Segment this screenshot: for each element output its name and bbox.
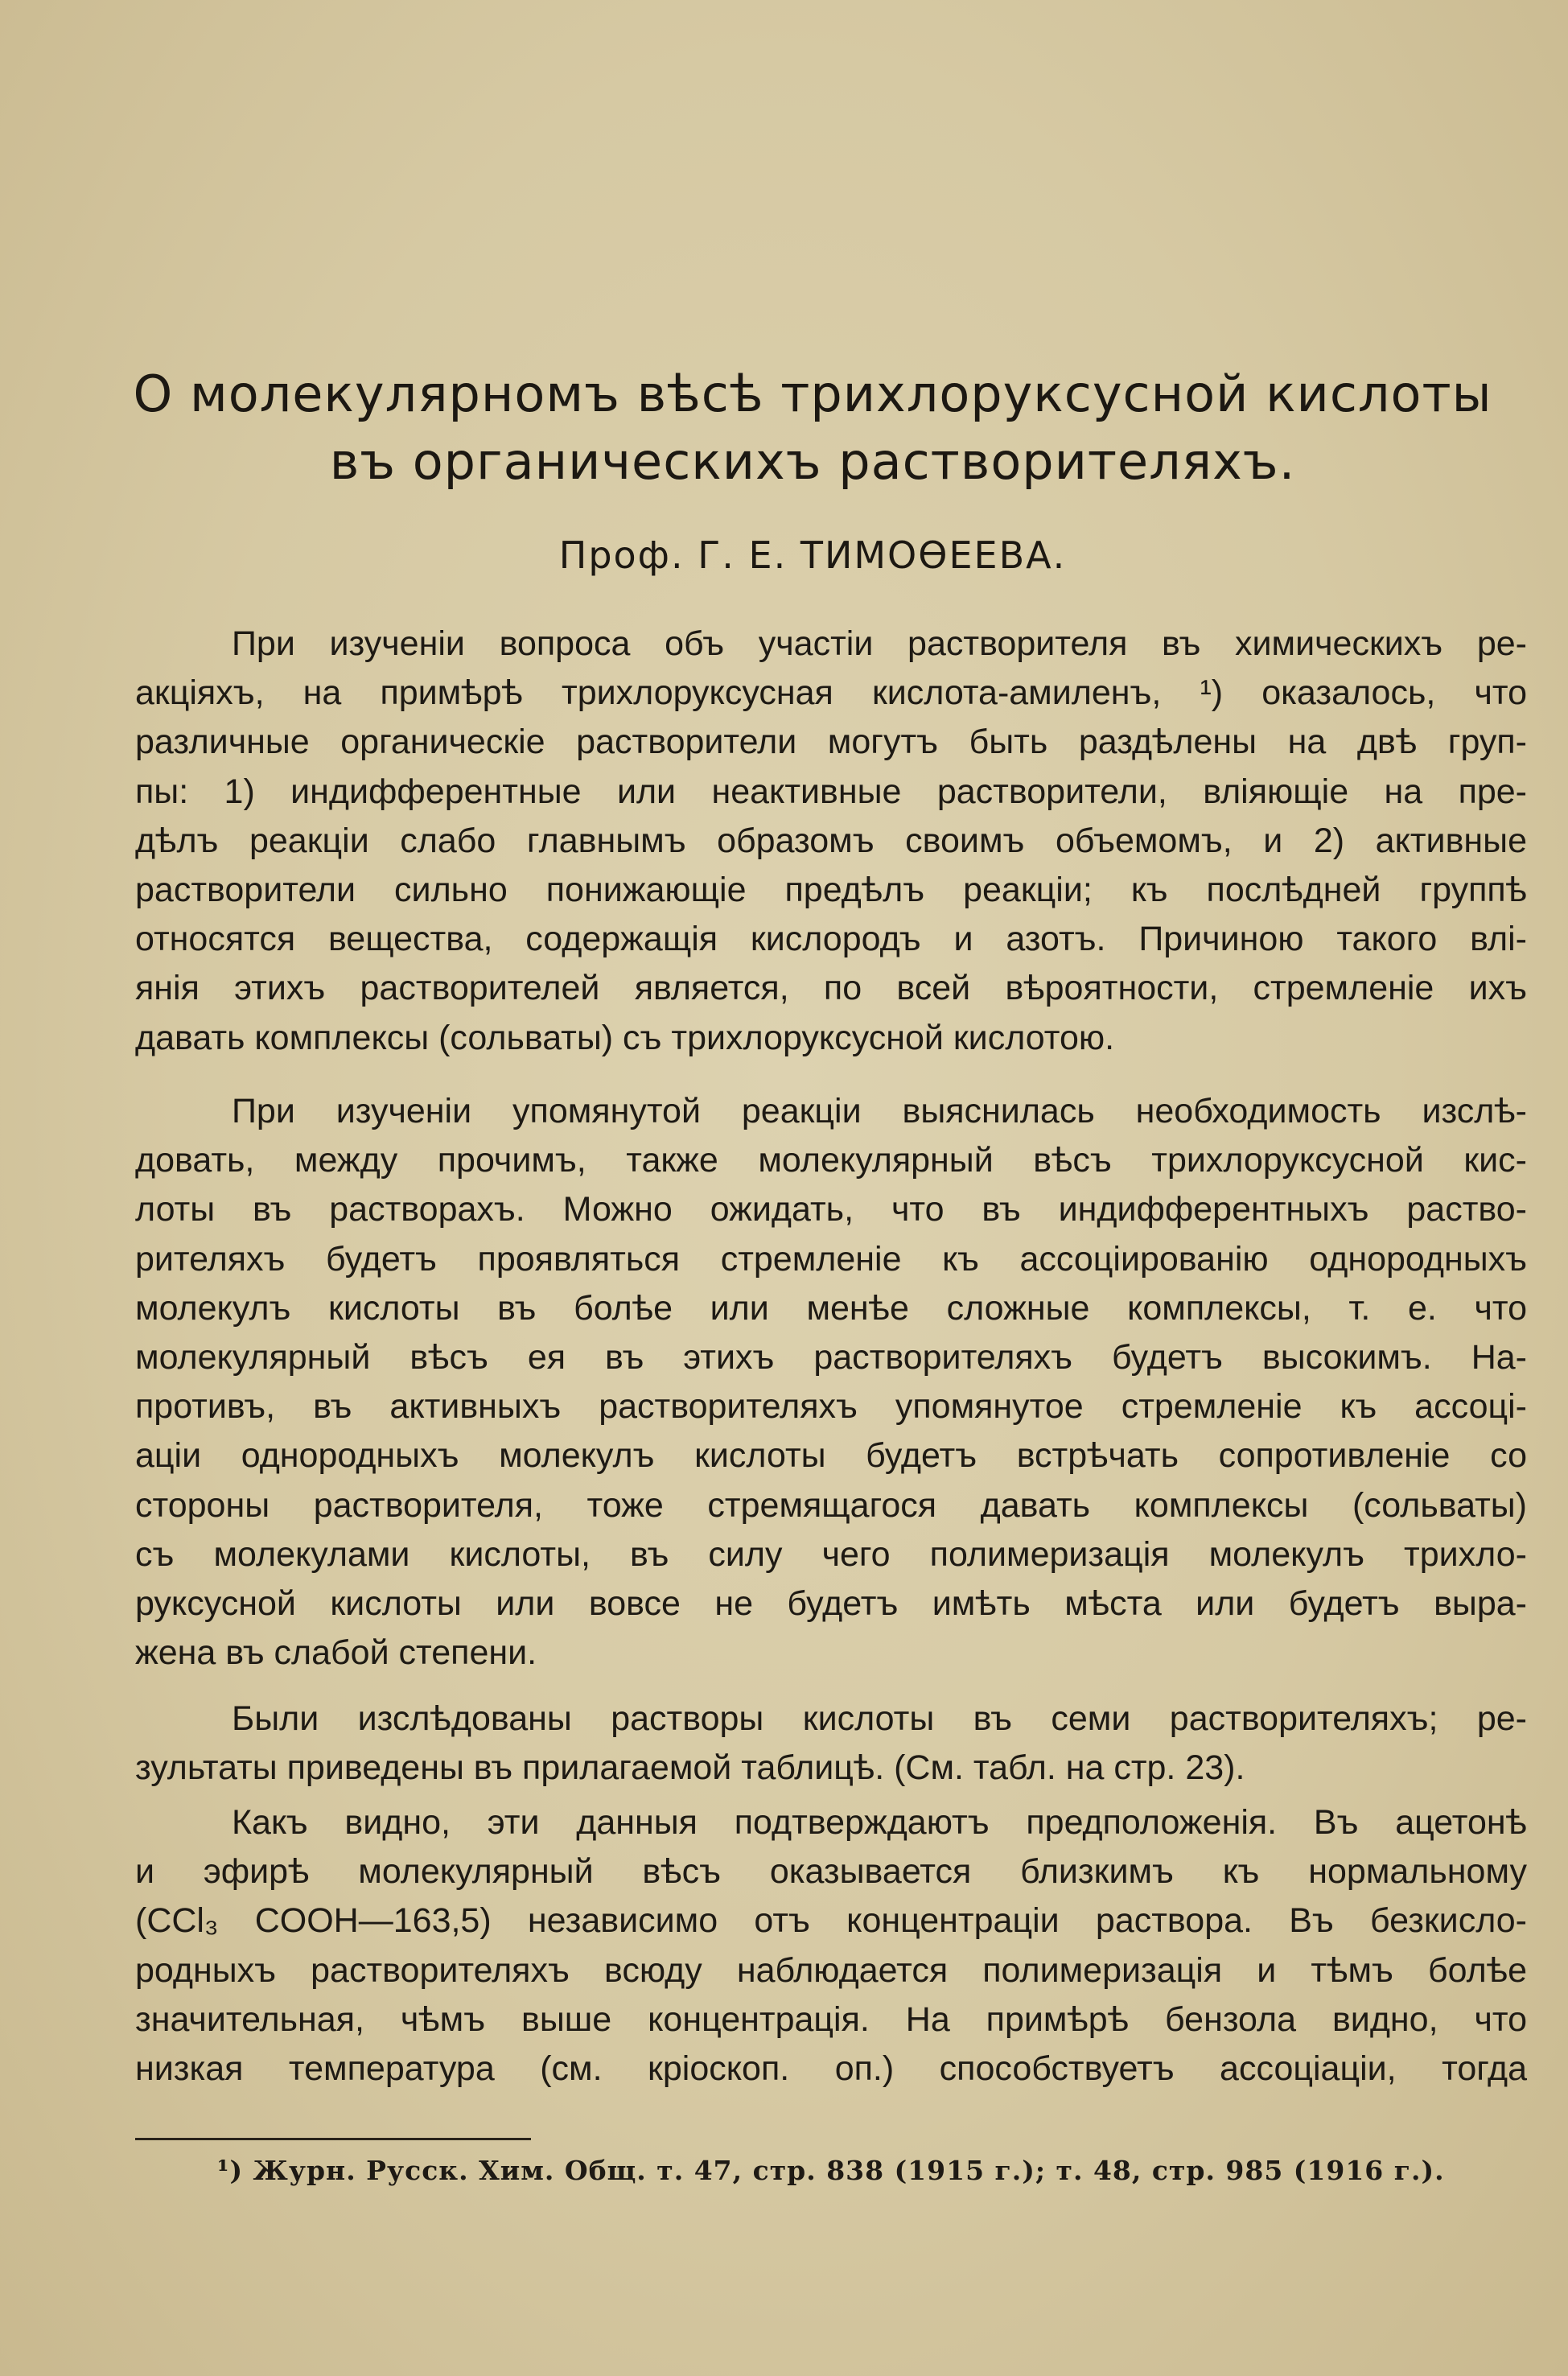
paragraph-4: [135, 1798, 1527, 2094]
text-line: лоты въ растворахъ. Можно ожидать, что въ индифферентныхъ раство-: [135, 1190, 1527, 1229]
paragraph-1: [135, 620, 1527, 1063]
paragraph-3: [135, 1694, 1527, 1793]
text-line: различные органическiе растворители могутъ быть раздѣлены на двѣ груп-: [135, 723, 1527, 762]
footnote-divider: [135, 2138, 531, 2140]
text-line: руксусной кислоты или вовсе не будетъ имѣть мѣста или будетъ выра-: [135, 1583, 1527, 1623]
paragraph-2: [135, 1087, 1527, 1678]
text-line: и эфирѣ молекулярный вѣсъ оказывается близкимъ къ нормальному: [135, 1852, 1527, 1892]
text-line: рителяхъ будетъ проявляться стремленiе къ ассоцiированiю однородныхъ: [135, 1239, 1527, 1279]
text-line: растворители сильно понижающiе предѣлъ реакцiи; къ послѣдней группѣ: [135, 870, 1527, 909]
text-line: пы: 1) индифферентные или неактивные растворители, влiяющiе на пре-: [135, 772, 1527, 811]
text-line: давать комплексы (сольваты) съ трихлоруксусной кислотою.: [135, 1018, 1115, 1057]
text-line: стороны растворителя, тоже стремящагося давать комплексы (сольваты): [135, 1485, 1527, 1525]
text-line: молекулярный вѣсъ ея въ этихъ растворителяхъ будетъ высокимъ. На-: [135, 1337, 1527, 1377]
text-line: акцiяхъ, на примѣрѣ трихлоруксусная кислота-амиленъ, ¹) оказалось, что: [135, 673, 1527, 713]
article-title-line-2: въ органическихъ растворителяхъ.: [329, 432, 1296, 491]
text-line: молекулъ кислоты въ болѣе или менѣе сложные комплексы, т. е. что: [135, 1288, 1527, 1328]
text-line: значительная, чѣмъ выше концентрацiя. На примѣрѣ бензола видно, что: [135, 1999, 1527, 2039]
text-line: съ молекулами кислоты, въ силу чего полимеризацiя молекулъ трихло-: [135, 1534, 1527, 1574]
text-line: родныхъ растворителяхъ всюду наблюдается полимеризацiя и тѣмъ болѣе: [135, 1950, 1527, 1990]
text-line: ацiи однородныхъ молекулъ кислоты будетъ встрѣчать сопротивленiе со: [135, 1436, 1527, 1476]
text-line: низкая температура (см. крiоскоп. оп.) способствуетъ ассоцiацiи, тогда: [135, 2049, 1527, 2088]
text-line: довать, между прочимъ, также молекулярный вѣсъ трихлоруксусной кис-: [135, 1141, 1527, 1180]
text-line: дѣлъ реакцiи слабо главнымъ образомъ своимъ объемомъ, и 2) активные: [135, 821, 1527, 860]
text-line: (CCl₃ COOH—163,5) независимо отъ концентрацiи раствора. Въ безкисло-: [135, 1901, 1527, 1941]
text-line: противъ, въ активныхъ растворителяхъ упомянутое стремленiе къ ассоцi-: [135, 1387, 1527, 1427]
author-byline: Проф. Г. Е. ТИМОѲЕЕВА.: [558, 533, 1067, 577]
text-line: Какъ видно, эти данныя подтверждаютъ предположенiя. Въ ацетонѣ: [232, 1803, 1527, 1842]
footnote: ¹) Журн. Русск. Хим. Общ. т. 47, стр. 838 (1915 г.); т. 48, стр. 985 (1916 г.).: [217, 2155, 1445, 2186]
text-line: При изученiи упомянутой реакцiи выяснилась необходимость изслѣ-: [232, 1092, 1527, 1130]
text-line: Были изслѣдованы растворы кислоты въ семи растворителяхъ; ре-: [232, 1699, 1527, 1738]
text-line: При изученiи вопроса объ участiи растворителя въ химическихъ ре-: [232, 624, 1527, 663]
text-line: относятся вещества, содержащiя кислородъ и азотъ. Причиною такого влi-: [135, 920, 1527, 959]
text-line: зультаты приведены въ прилагаемой таблицѣ. (См. табл. на стр. 23).: [135, 1748, 1245, 1788]
text-line: янiя этихъ растворителей является, по всей вѣроятности, стремленiе ихъ: [135, 969, 1527, 1008]
article-title-line-1: О молекулярномъ вѣсѣ трихлоруксусной кислоты: [133, 364, 1492, 423]
text-line: жена въ слабой степени.: [135, 1633, 537, 1673]
